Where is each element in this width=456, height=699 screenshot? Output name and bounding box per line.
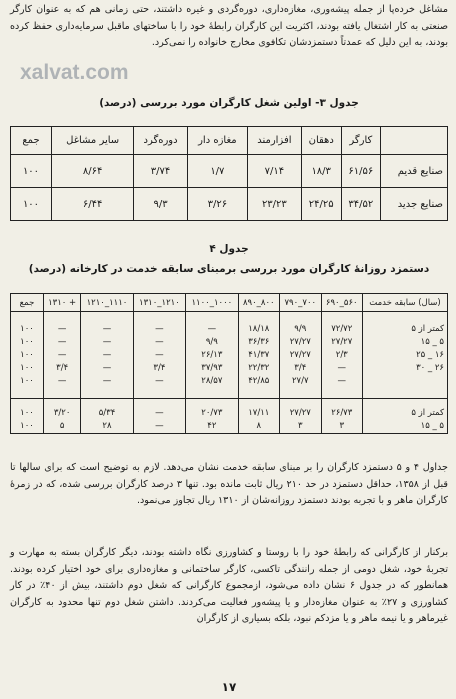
table-row xyxy=(11,322,448,335)
table4-cell: ۳/۴ xyxy=(280,361,321,374)
table-row xyxy=(11,335,448,348)
table4-cell: ۴۲ xyxy=(186,419,238,434)
table3-cell: ۲۴/۲۵ xyxy=(301,188,341,221)
table4-cell: ۹/۹ xyxy=(186,335,238,348)
table-spacer-row xyxy=(11,399,448,407)
table3-header-cell: دهقان xyxy=(301,127,341,155)
table4-cell: ۱۰۰ xyxy=(11,406,44,419)
table4-cell: — xyxy=(81,335,133,348)
table4-row-label: ۱۶ _ ۲۵ xyxy=(363,348,448,361)
table4-cell: ۳/۲۰ xyxy=(44,406,81,419)
page-number: ۱۷ xyxy=(221,680,237,694)
table4-cell: ۳۶/۳۶ xyxy=(238,335,279,348)
table4-cell: ۵/۳۴ xyxy=(81,406,133,419)
table4-caption-number: جدول ۴ xyxy=(209,243,249,255)
table4-cell: ۱۰۰ xyxy=(11,361,44,374)
table4-cell: ۲۷/۲۷ xyxy=(280,406,321,419)
table3-header-cell: دوره‌گرد xyxy=(134,127,187,155)
table4-cell: ۲۲/۳۲ xyxy=(238,361,279,374)
table4-header-cell: ۸۰۰_۸۹۰ xyxy=(238,294,279,312)
table4 xyxy=(10,293,448,434)
table4-row-label: ۵ _ ۱۵ xyxy=(363,335,448,348)
table3-caption: جدول ۳- اولین شغل کارگران مورد بررسی (درصد) xyxy=(99,97,359,109)
table4-cell: — xyxy=(133,335,185,348)
table4-cell: — xyxy=(133,322,185,335)
table4-cell: — xyxy=(133,406,185,419)
table4-row-label xyxy=(363,374,448,387)
table3-header-cell: افزارمند xyxy=(247,127,301,155)
table-row xyxy=(11,348,448,361)
table-row xyxy=(11,374,448,387)
table4-header-cell: ۱۲۱۰_۱۳۱۰ xyxy=(133,294,185,312)
table4-cell: ۴۲/۸۵ xyxy=(238,374,279,387)
table4-cell: ۲۰/۷۳ xyxy=(186,406,238,419)
table4-header-cell: ۵۶۰_۶۹۰ xyxy=(321,294,362,312)
table4-cell: — xyxy=(44,322,81,335)
table4-row-label: کمتر از ۵ xyxy=(363,406,448,419)
table4-cell: ۲۸/۵۷ xyxy=(186,374,238,387)
table3-cell: ۱۰۰ xyxy=(11,155,52,188)
table-row xyxy=(11,419,448,434)
table3-header-cell: سایر مشاغل xyxy=(52,127,134,155)
table3-cell: ۲۳/۲۳ xyxy=(247,188,301,221)
table4-header-cell: جمع xyxy=(11,294,44,312)
table3-cell: ۱/۷ xyxy=(187,155,247,188)
table4-cell: — xyxy=(81,361,133,374)
table3-header-row xyxy=(11,127,448,155)
table4-cell: ۷۲/۷۲ xyxy=(321,322,362,335)
table-row xyxy=(11,406,448,419)
table3-header-cell: جمع xyxy=(11,127,52,155)
table4-cell: ۲۷/۲۷ xyxy=(280,348,321,361)
table3-cell: ۳/۲۶ xyxy=(187,188,247,221)
table4-row-label: ۵ _ ۱۵ xyxy=(363,419,448,434)
table4-row-label: ۲۶ _ ۳۰ xyxy=(363,361,448,374)
table-row xyxy=(11,155,448,188)
table3-header-cell: مغازه دار xyxy=(187,127,247,155)
table3-cell: ۹/۳ xyxy=(134,188,187,221)
table4-cell: ۱۰۰ xyxy=(11,335,44,348)
table4-cell: — xyxy=(44,335,81,348)
table4-cell: ۸ xyxy=(238,419,279,434)
table3-cell: ۱۰۰ xyxy=(11,188,52,221)
table4-cell: ۱۷/۱۱ xyxy=(238,406,279,419)
table4-cell: — xyxy=(81,322,133,335)
body-paragraph-2: برکنار از کارگرانی که رابطهٔ خود را با روستا و کشاورزی نگاه داشته بودند، دیگر کارگران بسته به مهارت و تجربهٔ خود، شغل دومی از جمله رانندگی تاکسی، کارگر ساختمانی و مغازه‌داری برای خود اختیار کرده بودند. همانطور که در جدول ۶ نشان داده می‌شود، ازمجموع کارگرانی که شغل دوم داشتند، بیش از ۴۰٪ در کار کشاورزی و ۲۷٪ به عنوان مغازه‌دار و یا پیشه‌ور فعالیت می‌کردند. داشتن شغل دوم تنها محدود به کارگران غیرماهر و یا نیمه ماهر و یا مزدکم نبود، بلکه بسیاری از کارگران xyxy=(10,547,449,624)
table4-cell: — xyxy=(81,374,133,387)
intro-paragraph: مشاغل خرده‌پا از جمله پیشه‌وری، مغازه‌داری، دوره‌گردی و غیره داشتند، حتی زمانی هم که به عنوان کارگر صنعتی به کار اشتغال یافته بودند، اکثریت این کارگران رابطهٔ خود را با ساختهای ماقبل سرمایه‌داری حفظ کرده بودند، به این دلیل که عمدتاً دستمزدشان تکافوی مخارج خانواده را نمی‌کرد. xyxy=(10,4,448,48)
table4-cell: ۱۰۰ xyxy=(11,374,44,387)
table4-cell: ۱۰۰ xyxy=(11,348,44,361)
table4-cell: ۲۶/۱۳ xyxy=(186,348,238,361)
table3-header-cell xyxy=(381,127,448,155)
table4-cell: ۲۷/۲۷ xyxy=(280,335,321,348)
watermark: xalvat.com xyxy=(20,61,129,84)
table3-cell: ۳۴/۵۲ xyxy=(341,188,380,221)
table-row xyxy=(11,188,448,221)
table4-header-row xyxy=(11,294,448,312)
table-spacer-row xyxy=(11,387,448,399)
table4-cell: ۳۷/۹۳ xyxy=(186,361,238,374)
table4-cell: ۲۶/۷۳ xyxy=(321,406,362,419)
table3-row-label: صنایع جدید xyxy=(381,188,448,221)
table3-cell: ۷/۱۴ xyxy=(247,155,301,188)
table4-cell: — xyxy=(133,419,185,434)
table4-cell: ۳ xyxy=(321,419,362,434)
table4-header-cell: (سال) سابقه خدمت xyxy=(363,294,448,312)
table4-caption-title: دستمزد روزانهٔ کارگران مورد بررسی برمبنای سابقه خدمت در کارخانه (درصد) xyxy=(28,263,430,275)
table4-header-cell: ۱۰۰۰_۱۱۰۰ xyxy=(186,294,238,312)
table4-cell: ۴۱/۳۷ xyxy=(238,348,279,361)
table4-cell: ۳/۴ xyxy=(133,361,185,374)
table4-cell: ۱۸/۱۸ xyxy=(238,322,279,335)
table4-cell: — xyxy=(44,348,81,361)
table4-row-label: کمتر از ۵ xyxy=(363,322,448,335)
table4-header-cell: ۷۰۰_۷۹۰ xyxy=(280,294,321,312)
table4-cell: ۱۰۰ xyxy=(11,322,44,335)
table3-cell: ۱۸/۳ xyxy=(301,155,341,188)
table3-cell: ۶۱/۵۶ xyxy=(341,155,380,188)
table4-cell: — xyxy=(321,361,362,374)
table4-header-cell: + ۱۳۱۰ xyxy=(44,294,81,312)
table4-cell: — xyxy=(81,348,133,361)
table4-cell: — xyxy=(186,322,238,335)
table3-cell: ۸/۶۴ xyxy=(52,155,134,188)
table4-header-cell: ۱۱۱۰_۱۲۱۰ xyxy=(81,294,133,312)
table3-cell: ۶/۴۴ xyxy=(52,188,134,221)
table4-cell: ۳/۴ xyxy=(44,361,81,374)
document-page xyxy=(10,0,448,699)
table4-cell: ۲/۳ xyxy=(321,348,362,361)
table3-row-label: صنایع قدیم xyxy=(381,155,448,188)
body-paragraph-1: جداول ۴ و ۵ دستمزد کارگران را بر مبنای سابقه خدمت نشان می‌دهد. لازم به توضیح است که برای سالها تا قبل از ۱۳۵۸، حداقل دستمزد در حد ۲۱۰ ریال ثابت مانده بود. تنها ۳ درصد کارگران بررسی شده، که در زمرهٔ کارگران ماهر و با تجربه بودند دستمزد روزانه‌شان از ۱۳۱۰ ریال تجاوز می‌نمود. xyxy=(10,462,448,506)
table3-header-cell: کارگر xyxy=(341,127,380,155)
table-spacer-row xyxy=(11,312,448,323)
table3-cell: ۳/۷۴ xyxy=(134,155,187,188)
table4-cell: ۲۸ xyxy=(81,419,133,434)
table4-cell: ۵ xyxy=(44,419,81,434)
table4-cell: ۲۷/۲۷ xyxy=(321,335,362,348)
table4-cell: — xyxy=(321,374,362,387)
table4-cell: ۱۰۰ xyxy=(11,419,44,434)
table4-cell: — xyxy=(133,374,185,387)
table4-cell: ۳ xyxy=(280,419,321,434)
table4-cell: — xyxy=(133,348,185,361)
table3 xyxy=(10,126,448,221)
table4-cell: — xyxy=(44,374,81,387)
table4-cell: ۹/۹ xyxy=(280,322,321,335)
table-row xyxy=(11,361,448,374)
table4-cell: ۲۷/۷ xyxy=(280,374,321,387)
